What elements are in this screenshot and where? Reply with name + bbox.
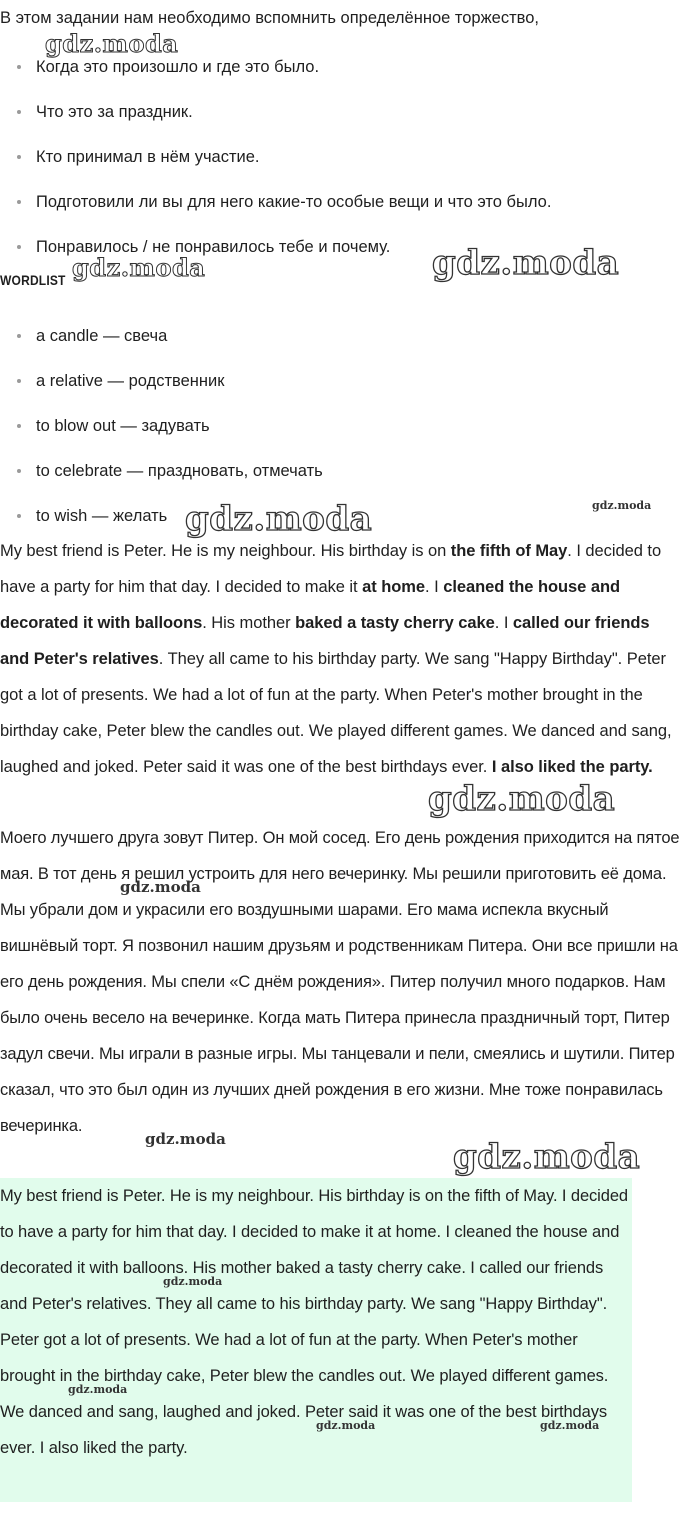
story-text: . His mother (202, 614, 296, 632)
wordlist-heading: WORDLIST (0, 272, 66, 288)
watermark-logo: gdz.moda (120, 878, 201, 896)
bullet-icon (17, 514, 21, 518)
russian-translation: Моего лучшего друга зовут Питер. Он мой сосед. Его день рождения приходится на пятое мая. В тот день я решил устроить для него вечеринку. Мы решили приготовить её дома. Мы убрали дом и украсили его воздушными шарами. Его мама испекла вкусный вишнёвый торт. Я позвонил нашим друзьям и родственникам Питера. Они все пришли на его день рождения. Мы спели «С днём рождения». Питер получил много подарков. Нам было очень весело на вечеринке. Когда мать Питера принесла праздничный торт, Питер задул свечи. Мы играли в разные игры. Мы танцевали и пели, смеялись и шутили. Питер сказал, что это был один из лучших дней рождения в его жизни. Мне тоже понравилась вечеринка. (0, 829, 680, 1135)
bullet-icon (17, 200, 21, 204)
list-item-text: Когда это произошло и где это было. (36, 58, 320, 76)
list-item-text: Понравилось / не понравилось тебе и почему. (36, 238, 391, 256)
list-item-text: a relative — родственник (36, 372, 225, 390)
story-text: My best friend is Peter. He is my neighbour. His birthday is on (0, 542, 451, 560)
list-item-text: to wish — желать (36, 507, 168, 525)
watermark-logo: gdz.moda (145, 1130, 226, 1148)
watermark-logo: gdz.moda (432, 243, 620, 283)
watermark-logo: gdz.moda (68, 1383, 128, 1396)
watermark-logo: gdz.moda (72, 253, 206, 282)
bullet-icon (17, 155, 21, 159)
watermark-logo: gdz.moda (592, 499, 652, 512)
intro-text: В этом задании нам необходимо вспомнить определённое торжество, (0, 9, 539, 27)
list-item-text: a candle — свеча (36, 327, 168, 345)
story-highlight: at home (362, 578, 426, 596)
story-text: . I (425, 578, 444, 596)
watermark-logo: gdz.moda (316, 1419, 376, 1432)
list-item-text: to blow out — задувать (36, 417, 210, 435)
list-item-text: Подготовили ли вы для него какие-то особые вещи и что это было. (36, 193, 552, 211)
bullet-icon (17, 334, 21, 338)
answer-text: My best friend is Peter. He is my neighbour. His birthday is on the fifth of May. I decided to have a party for him that day. I decided to make it at home. I cleaned the house and decorated it with balloons. His mother baked a tasty cherry cake. I called our friends and Peter's relatives. They all came to his birthday party. We sang "Happy Birthday". Peter got a lot of presents. We had a lot of fun at the party. When Peter's mother brought in the birthday cake, Peter blew the candles out. We played different games. We danced and sang, laughed and joked. Peter said it was one of the best birthdays ever. I also liked the party. (0, 1187, 628, 1457)
story-text: . I decided to have a party for him that day. I decided to make it (0, 542, 662, 596)
story-text: . They all came to his birthday party. We sang "Happy Birthday". Peter got a lot of presents. We had a lot of fun at the party. When Peter's mother brought in the birthday cake, Peter blew the candles out. We played different games. We danced and sang, laughed and joked. Peter said it was one of the best birthdays ever. (0, 650, 672, 776)
list-item (0, 56, 551, 101)
bullet-icon (17, 110, 21, 114)
list-item-text: Что это за праздник. (36, 103, 193, 121)
watermark-logo: gdz.moda (45, 29, 179, 58)
watermark-logo: gdz.moda (185, 499, 373, 539)
watermark-logo: gdz.moda (163, 1275, 223, 1288)
list-item (0, 191, 551, 236)
bullet-icon (17, 424, 21, 428)
list-item-text: to celebrate — праздновать, отмечать (36, 462, 323, 480)
story-highlight: I also liked the party. (491, 758, 653, 776)
bullet-icon (17, 469, 21, 473)
story-highlight: baked a tasty cherry cake (295, 614, 495, 632)
list-item (0, 325, 323, 370)
bullet-icon (17, 65, 21, 69)
story-highlight: cleaned the house and decorated it with balloons (0, 578, 621, 632)
story-text: . I (494, 614, 513, 632)
list-item-text: Кто принимал в нём участие. (36, 148, 260, 166)
english-story (0, 533, 678, 785)
bullet-icon (17, 245, 21, 249)
list-item (0, 101, 551, 146)
watermark-logo: gdz.moda (428, 779, 616, 819)
watermark-logo: gdz.moda (540, 1419, 600, 1432)
story-highlight: the fifth of May (450, 542, 568, 560)
bullet-icon (17, 379, 21, 383)
list-item (0, 370, 323, 415)
list-item (0, 415, 323, 460)
watermark-logo: gdz.moda (453, 1137, 641, 1177)
list-item (0, 146, 551, 191)
story-highlight: called our friends and Peter's relatives (0, 614, 650, 668)
